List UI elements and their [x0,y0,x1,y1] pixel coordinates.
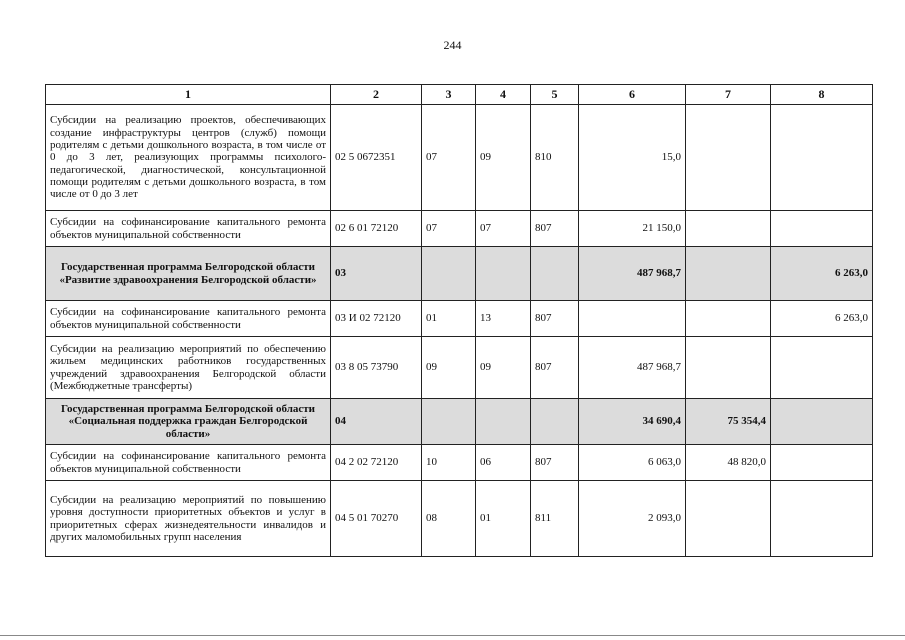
row-description: Субсидии на софинансирование капитального ремонта объектов муниципальной собственности [46,211,331,247]
program-row [46,247,873,301]
table-row [46,337,873,399]
row-description: Субсидии на реализацию мероприятий по повышению уровня доступности приоритетных объектов и услуг в приоритетных сферах жизнедеятельности инвалидов и других маломобильных групп населения [46,481,331,557]
subsection-code: 01 [476,481,531,557]
column-header: 1 [46,85,331,105]
amount-col6 [579,301,686,337]
amount-col6: 6 063,0 [579,445,686,481]
expense-type-code: 810 [531,105,579,211]
target-code: 03 8 05 73790 [331,337,422,399]
amount-col7 [686,105,771,211]
amount-col7 [686,481,771,557]
section-code: 10 [422,445,476,481]
subsection-code: 06 [476,445,531,481]
section-code: 07 [422,211,476,247]
expense-type-code: 811 [531,481,579,557]
amount-col8: 6 263,0 [771,301,873,337]
section-code: 09 [422,337,476,399]
budget-table [45,84,873,557]
program-total-col8: 6 263,0 [771,247,873,301]
section-code [422,399,476,445]
amount-col8 [771,337,873,399]
program-total-col7 [686,247,771,301]
section-code [422,247,476,301]
subsection-code: 09 [476,337,531,399]
program-code: 04 [331,399,422,445]
expense-type-code: 807 [531,337,579,399]
amount-col7 [686,211,771,247]
target-code: 02 5 0672351 [331,105,422,211]
program-total-col6: 487 968,7 [579,247,686,301]
subsection-code [476,399,531,445]
target-code: 02 6 01 72120 [331,211,422,247]
row-description: Субсидии на реализацию мероприятий по обеспечению жильем медицинских работников государственных учреждений здравоохранения Белгородской области (Межбюджетные трансферты) [46,337,331,399]
subsection-code: 07 [476,211,531,247]
expense-type-code [531,399,579,445]
column-header: 8 [771,85,873,105]
column-header: 2 [331,85,422,105]
amount-col7: 48 820,0 [686,445,771,481]
amount-col8 [771,105,873,211]
program-title: Государственная программа Белгородской области «Развитие здравоохранения Белгородской области» [46,247,331,301]
target-code: 04 5 01 70270 [331,481,422,557]
subsection-code [476,247,531,301]
amount-col6: 2 093,0 [579,481,686,557]
column-header: 4 [476,85,531,105]
row-description: Субсидии на софинансирование капитального ремонта объектов муниципальной собственности [46,301,331,337]
amount-col6: 487 968,7 [579,337,686,399]
section-code: 07 [422,105,476,211]
program-code: 03 [331,247,422,301]
amount-col8 [771,445,873,481]
expense-type-code: 807 [531,445,579,481]
amount-col7 [686,301,771,337]
subsection-code: 13 [476,301,531,337]
expense-type-code: 807 [531,301,579,337]
column-header: 6 [579,85,686,105]
program-total-col8 [771,399,873,445]
page-edge-rule [0,635,905,636]
program-total-col7: 75 354,4 [686,399,771,445]
table-row [46,301,873,337]
section-code: 01 [422,301,476,337]
amount-col8 [771,481,873,557]
table-row [46,211,873,247]
section-code: 08 [422,481,476,557]
row-description: Субсидии на реализацию проектов, обеспечивающих создание инфраструктуры центров (служб) помощи родителям с детьми дошкольного возраста, в том числе от 0 до 3 лет, реализующих программы психолого-педагогической, диагностической, консультационной помощи родителям с детьми дошкольного возраста, в том числе от 0 до 3 лет [46,105,331,211]
expense-type-code: 807 [531,211,579,247]
table-row [46,445,873,481]
column-header: 5 [531,85,579,105]
table-row [46,105,873,211]
table-body [46,105,873,557]
target-code: 04 2 02 72120 [331,445,422,481]
amount-col8 [771,211,873,247]
subsection-code: 09 [476,105,531,211]
amount-col6: 15,0 [579,105,686,211]
amount-col7 [686,337,771,399]
target-code: 03 И 02 72120 [331,301,422,337]
amount-col6: 21 150,0 [579,211,686,247]
column-header: 7 [686,85,771,105]
program-row [46,399,873,445]
page-number: 244 [443,38,462,52]
row-description: Субсидии на софинансирование капитального ремонта объектов муниципальной собственности [46,445,331,481]
table-header-row [46,85,873,105]
table-row [46,481,873,557]
expense-type-code [531,247,579,301]
program-title: Государственная программа Белгородской области «Социальная поддержка граждан Белгородской области» [46,399,331,445]
program-total-col6: 34 690,4 [579,399,686,445]
column-header: 3 [422,85,476,105]
